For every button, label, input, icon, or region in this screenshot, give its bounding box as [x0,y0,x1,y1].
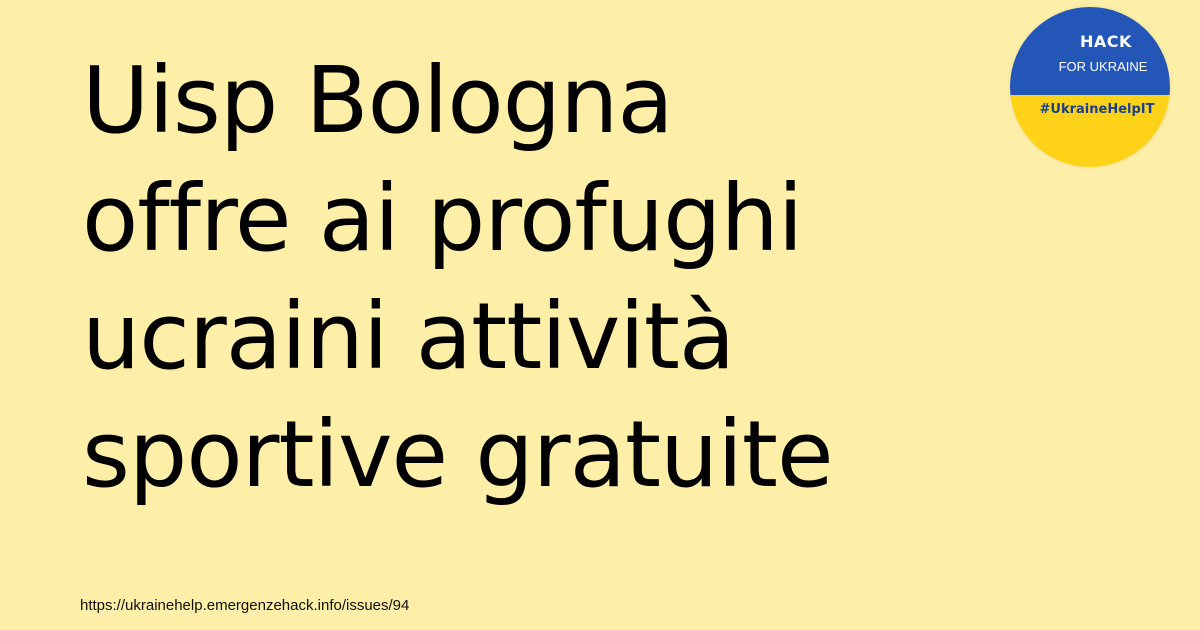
badge-blue-half [1010,7,1170,95]
source-link[interactable]: https://ukrainehelp.emergenzehack.info/issues/94 [80,597,410,614]
badge-hashtag: #UkraineHelpIT [1039,102,1155,117]
badge-for-ukraine-label: FOR UKRAINE [1058,59,1148,74]
headline [82,42,982,514]
headline-line: sportive gratuite [82,401,833,508]
headline-line: offre ai profughi [82,165,803,272]
headline-line: Uisp Bologna [82,47,673,154]
headline-line: ucraini attività [82,283,735,390]
hack-for-ukraine-badge [1010,7,1170,167]
badge-hack-label: HACK [1080,32,1132,51]
